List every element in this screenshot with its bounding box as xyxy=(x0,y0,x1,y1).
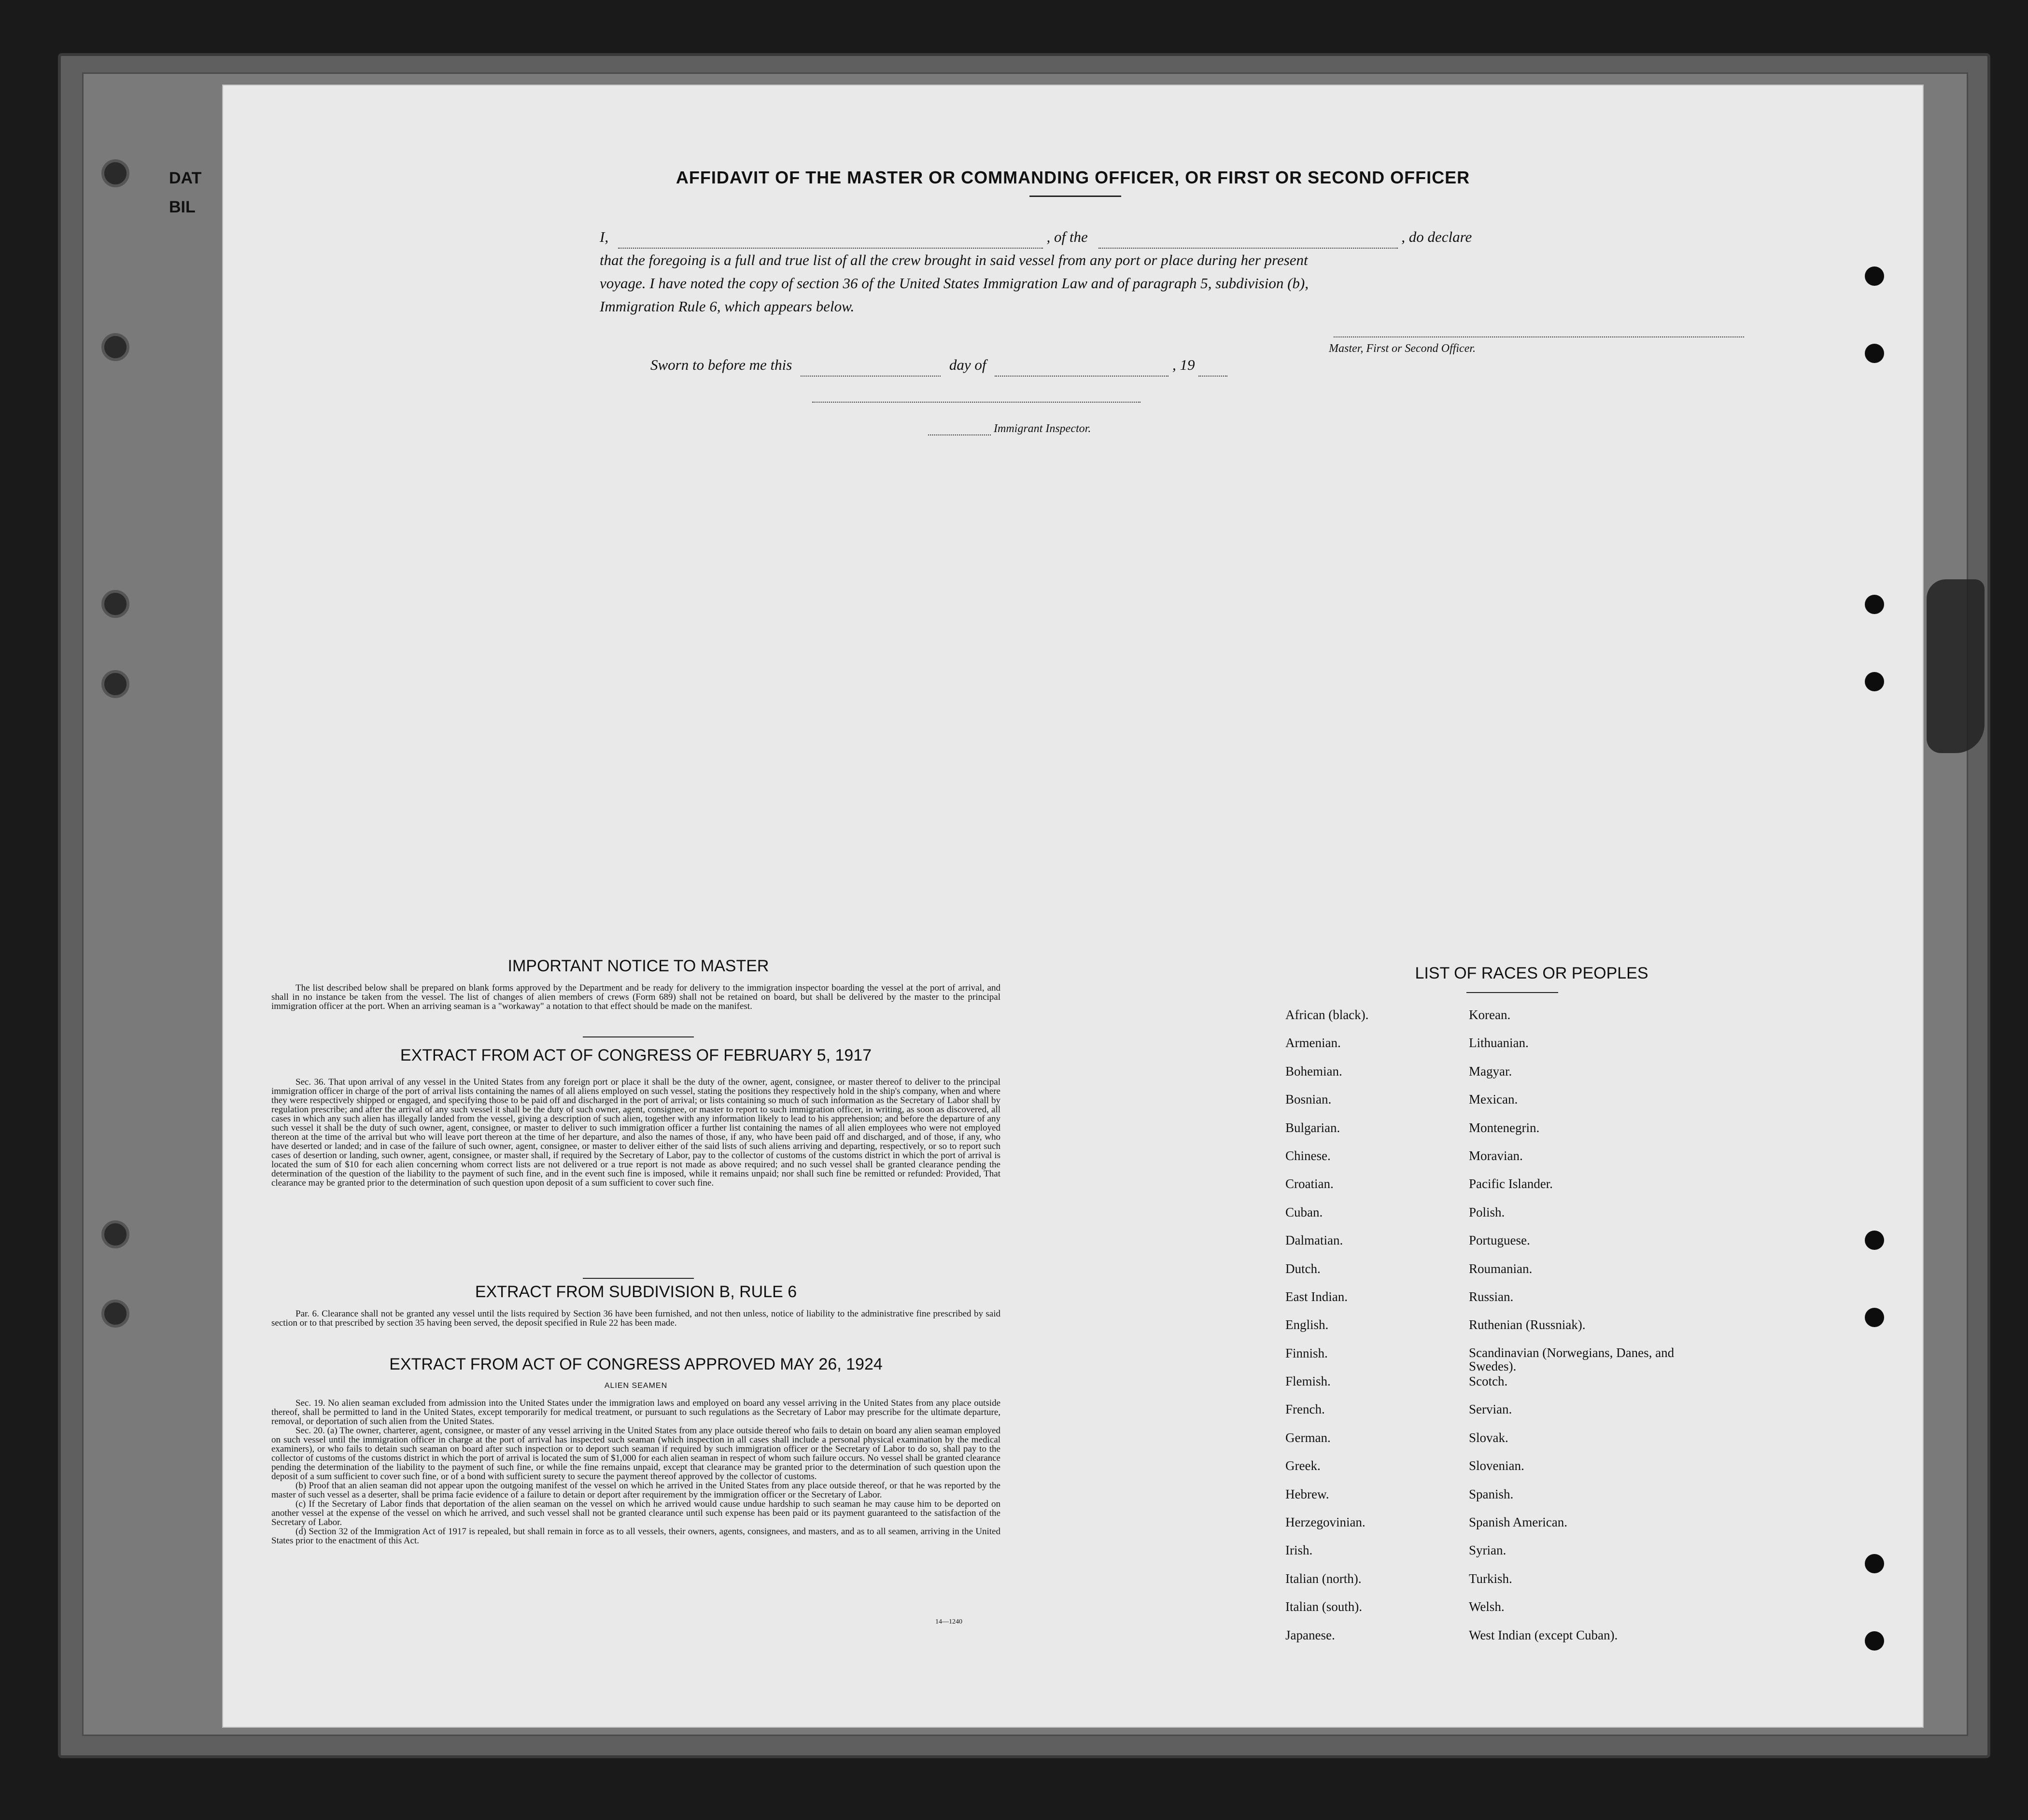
pencil-mark xyxy=(1927,579,1985,753)
notice-rule xyxy=(583,1036,694,1037)
race-item: English. xyxy=(1285,1317,1329,1332)
race-item: Syrian. xyxy=(1469,1543,1507,1558)
race-item: Welsh. xyxy=(1469,1599,1505,1614)
notice-body xyxy=(271,983,1000,1011)
race-item: Turkish. xyxy=(1469,1571,1512,1586)
race-item: Cuban. xyxy=(1285,1204,1323,1219)
race-item: Flemish. xyxy=(1285,1374,1331,1389)
race-item: Magyar. xyxy=(1469,1064,1512,1078)
form-number: 14—1240 xyxy=(935,1618,962,1625)
edge-label-dat: DAT xyxy=(169,169,202,187)
race-item: Armenian. xyxy=(1285,1036,1341,1050)
punch-hole xyxy=(1865,344,1884,363)
affidavit-title: AFFIDAVIT OF THE MASTER OR COMMANDING OFFICER, OR FIRST OR SECOND OFFICER xyxy=(676,168,1470,187)
race-item: East Indian. xyxy=(1285,1289,1348,1304)
notice-text: The list described below shall be prepared on blank forms approved by the Department and be ready for delivery to the immigration inspector boarding the vessel at the port of arrival, and shall in no instance be taken from the vessel. The list of changes of alien members of crews (Form 689) shall not be retained on board, but shall be delivered by the master to the principal immigration officer at the port. When an arriving seaman is a "workaway" a notation to that effect should be made on the manifest. xyxy=(271,983,1000,1011)
race-item: Slovenian. xyxy=(1469,1458,1524,1473)
edge-label-bil: BIL xyxy=(169,198,196,216)
manifest-page xyxy=(222,84,1924,1728)
punch-hole xyxy=(1865,266,1884,286)
race-item: Scotch. xyxy=(1469,1374,1508,1389)
races-title: LIST OF RACES OR PEOPLES xyxy=(1415,964,1648,982)
race-item: Lithuanian. xyxy=(1469,1036,1529,1050)
race-item: Slovak. xyxy=(1469,1430,1508,1445)
race-item: Dutch. xyxy=(1285,1261,1321,1276)
inspector-dots xyxy=(928,425,991,435)
affidavit-line-4: Immigration Rule 6, which appears below. xyxy=(600,298,855,315)
race-item: Italian (north). xyxy=(1285,1571,1362,1586)
affidavit-of-the: , of the xyxy=(1046,228,1088,245)
race-item: Italian (south). xyxy=(1285,1599,1362,1614)
sworn-day-blank[interactable] xyxy=(801,361,941,377)
extract-1917-rule xyxy=(583,1278,694,1279)
race-item: Hebrew. xyxy=(1285,1486,1329,1501)
binder-hole xyxy=(101,333,129,361)
race-item: Bohemian. xyxy=(1285,1064,1342,1078)
affidavit-body xyxy=(600,225,1783,318)
extract-1917-body xyxy=(271,1078,1000,1188)
binder-hole xyxy=(101,670,129,698)
sec-20a-text: Sec. 20. (a) The owner, charterer, agent, consignee, or master of any vessel arriving in the United States from any place outside thereof who fails to detain on board any alien seaman employed on such vessel until the immigration officer in charge at the port of arrival has inspected such seaman (which inspection in all cases shall include a personal physical examination by the medical examiners), or who fails to detain such seaman on board after such inspection or to deport such seaman if required by such immigration officer or the Secretary of Labor to do so, shall pay to the collector of customs of the customs district in which the port of arrival is located the sum of $1,000 for each alien seaman in respect of whom such failure occurs. No vessel shall be granted clearance pending the determination of the liability to the payment of such fine, or while the fine remains unpaid, except that clearance may be granted prior to the determination of such question upon the deposit of a sum sufficient to cover such fine, or of a bond with sufficient surety to secure the payment thereof approved by the collector of customs. xyxy=(271,1426,1000,1482)
sworn-year-blank[interactable] xyxy=(1198,361,1227,377)
inspector-label: Immigrant Inspector. xyxy=(994,422,1091,435)
race-item: Dalmatian. xyxy=(1285,1233,1343,1248)
races-right-column xyxy=(1469,1008,1691,1656)
race-item: Pacific Islander. xyxy=(1469,1176,1553,1191)
punch-hole xyxy=(1865,1308,1884,1327)
extract-rule6-body xyxy=(271,1309,1000,1328)
race-item: Russian. xyxy=(1469,1289,1514,1304)
race-item: African (black). xyxy=(1285,1008,1369,1022)
affidavit-declare: , do declare xyxy=(1401,228,1472,245)
binder-hole xyxy=(101,1220,129,1248)
race-item: Portuguese. xyxy=(1469,1233,1530,1248)
vessel-name-blank[interactable] xyxy=(1098,233,1398,249)
punch-hole xyxy=(1865,595,1884,614)
affidavit-line-2: that the foregoing is a full and true list of all the crew brought in said vessel from any port or place during her present xyxy=(600,252,1308,268)
sworn-day-of: day of xyxy=(949,356,986,373)
punch-hole xyxy=(1865,1631,1884,1651)
binder-hole xyxy=(101,1300,129,1328)
sworn-line xyxy=(650,353,1833,377)
race-item: Moravian. xyxy=(1469,1148,1523,1163)
affidavit-line-3: voyage. I have noted the copy of section 36 of the United States Immigration Law and of paragraph 5, subdivision (b), xyxy=(600,275,1309,292)
race-item: Montenegrin. xyxy=(1469,1120,1540,1135)
sec-19-text: Sec. 19. No alien seaman excluded from admission into the United States under the immigration laws and employed on board any vessel arriving in the United States from any place outside thereof, shall be permitted to land in the United States, except temporarily for medical treatment, or pursuant to such regulations as the Secretary of Labor may prescribe for the ultimate departure, removal, or deportation of such alien from the United States. xyxy=(271,1398,1000,1427)
race-item: West Indian (except Cuban). xyxy=(1469,1627,1618,1642)
extract-rule6-title: EXTRACT FROM SUBDIVISION B, RULE 6 xyxy=(475,1283,797,1301)
race-item: Spanish. xyxy=(1469,1486,1514,1501)
race-item: Ruthenian (Russniak). xyxy=(1469,1317,1586,1332)
race-item: Polish. xyxy=(1469,1204,1505,1219)
races-left-column xyxy=(1285,1008,1368,1656)
punch-hole xyxy=(1865,672,1884,691)
race-item: Irish. xyxy=(1285,1543,1313,1558)
extract-1924-title: EXTRACT FROM ACT OF CONGRESS APPROVED MAY 26, 1924 xyxy=(389,1355,883,1373)
race-item: Bosnian. xyxy=(1285,1092,1332,1107)
race-item: Croatian. xyxy=(1285,1176,1334,1191)
binder-hole xyxy=(101,159,129,187)
race-item: Korean. xyxy=(1469,1008,1511,1022)
race-item: Servian. xyxy=(1469,1402,1512,1417)
title-rule xyxy=(1029,196,1121,197)
section-36-text: Sec. 36. That upon arrival of any vessel in the United States from any foreign port or place it shall be the duty of the owner, agent, consignee, or master thereof to deliver to the principal immigration officer in charge of the port of arrival lists containing the names of all aliens employed on such vessel, stating the positions they respectively hold in the ship's company, when and where they were respectively shipped or engaged, and specifying those to be paid off and discharged in the port of arrival; or lists containing so much of such information as the Secretary of Labor shall by regulation prescribe; and after the arrival of any such vessel it shall be the duty of such owner, agent, consignee, or master to report to such immigration officer, in writing, as soon as discovered, all cases in which any such alien has illegally landed from the vessel, giving a description of such alien, together with any information likely to lead to his apprehension; and before the departure of any such vessel it shall be the duty of such owner, agent, consignee, or master to deliver to such immigration officer a further list containing the names of all alien employees who were not employed thereon at the time of the arrival but who will leave port thereon at the time of her departure, and also the names of those, if any, who have been paid off and discharged, and of those, if any, who have deserted or landed; and in case of the failure of such owner, agent, consignee, or master to deliver either of the said lists of such aliens arriving and departing, respectively, or so to report such cases of desertion or landing, such owner, agent, consignee, or master shall, if required by the Secretary of Labor, pay to the collector of customs of the customs district in which the port of arrival is located the sum of $10 for each alien concerning whom correct lists are not delivered or a true report is not made as above required; and no such vessel shall be granted clearance pending the determination of the question of the liability to the payment of such fine, and in the event such fine is imposed, while it remains unpaid; nor shall such fine be remitted or refunded: Provided, That clearance may be granted prior to the determination of such question upon deposit of a sum sufficient to cover such fine. xyxy=(271,1077,1000,1188)
race-item: Greek. xyxy=(1285,1458,1321,1473)
par-6-text: Par. 6. Clearance shall not be granted any vessel until the lists required by Section 36 have been furnished, and not then unless, notice of liability to the administrative fine prescribed by said section or to that prescribed by section 35 having been served, the deposit specified in Rule 22 has been made. xyxy=(271,1309,1000,1328)
extract-1917-title: EXTRACT FROM ACT OF CONGRESS OF FEBRUARY 5, 1917 xyxy=(400,1046,872,1064)
notice-title: IMPORTANT NOTICE TO MASTER xyxy=(507,957,769,975)
race-item: Bulgarian. xyxy=(1285,1120,1340,1135)
sworn-year: , 19 xyxy=(1172,356,1195,373)
binder-hole xyxy=(101,590,129,618)
inspector-row xyxy=(928,422,1091,435)
race-item: Roumanian. xyxy=(1469,1261,1533,1276)
alien-seamen-subtitle: ALIEN SEAMEN xyxy=(604,1382,668,1390)
punch-hole xyxy=(1865,1231,1884,1250)
race-item: Scandinavian (Norwegians, Danes, and Swedes). xyxy=(1469,1345,1675,1373)
master-signature-blank[interactable] xyxy=(1334,322,1744,337)
affidavit-line-1 xyxy=(600,225,1783,249)
inspector-signature-blank[interactable] xyxy=(812,387,1141,403)
race-item: Chinese. xyxy=(1285,1148,1331,1163)
sec-20b-text: (b) Proof that an alien seaman did not appear upon the outgoing manifest of the vessel on which he arrived in the United States from any place outside thereof, or that he was reported by the master of such vessel as a deserter, shall be prima facie evidence of a failure to detain or deport after requirement by the immigration officer or the Secretary of Labor. xyxy=(271,1481,1000,1500)
race-item: Spanish American. xyxy=(1469,1515,1567,1530)
extract-1924-body xyxy=(271,1399,1000,1545)
races-rule xyxy=(1466,992,1558,993)
race-item: Japanese. xyxy=(1285,1627,1335,1642)
affidavit-i: I, xyxy=(600,228,609,245)
sec-20d-text: (d) Section 32 of the Immigration Act of 1917 is repealed, but shall remain in force as to all vessels, their owners, agents, consignees, and masters, and as to all seamen, arriving in the United States prior to the enactment of this Act. xyxy=(271,1526,1000,1546)
punch-hole xyxy=(1865,1554,1884,1573)
master-signature-label: Master, First or Second Officer. xyxy=(1329,342,1476,355)
race-item: Mexican. xyxy=(1469,1092,1518,1107)
sworn-label: Sworn to before me this xyxy=(650,356,792,373)
sworn-month-blank[interactable] xyxy=(995,361,1169,377)
race-item: French. xyxy=(1285,1402,1325,1417)
race-item: Finnish. xyxy=(1285,1345,1328,1360)
race-item: Herzegovinian. xyxy=(1285,1515,1366,1530)
race-item: German. xyxy=(1285,1430,1331,1445)
sec-20c-text: (c) If the Secretary of Labor finds that deportation of the alien seaman on the vessel on which he arrived would cause undue hardship to such seaman he may cause him to be deported on another vessel at the expense of the vessel on which he arrived, and such vessel shall not be granted clearance until such expense has been paid or its payment guaranteed to the satisfaction of the Secretary of Labor. xyxy=(271,1499,1000,1527)
master-name-blank[interactable] xyxy=(618,233,1043,249)
